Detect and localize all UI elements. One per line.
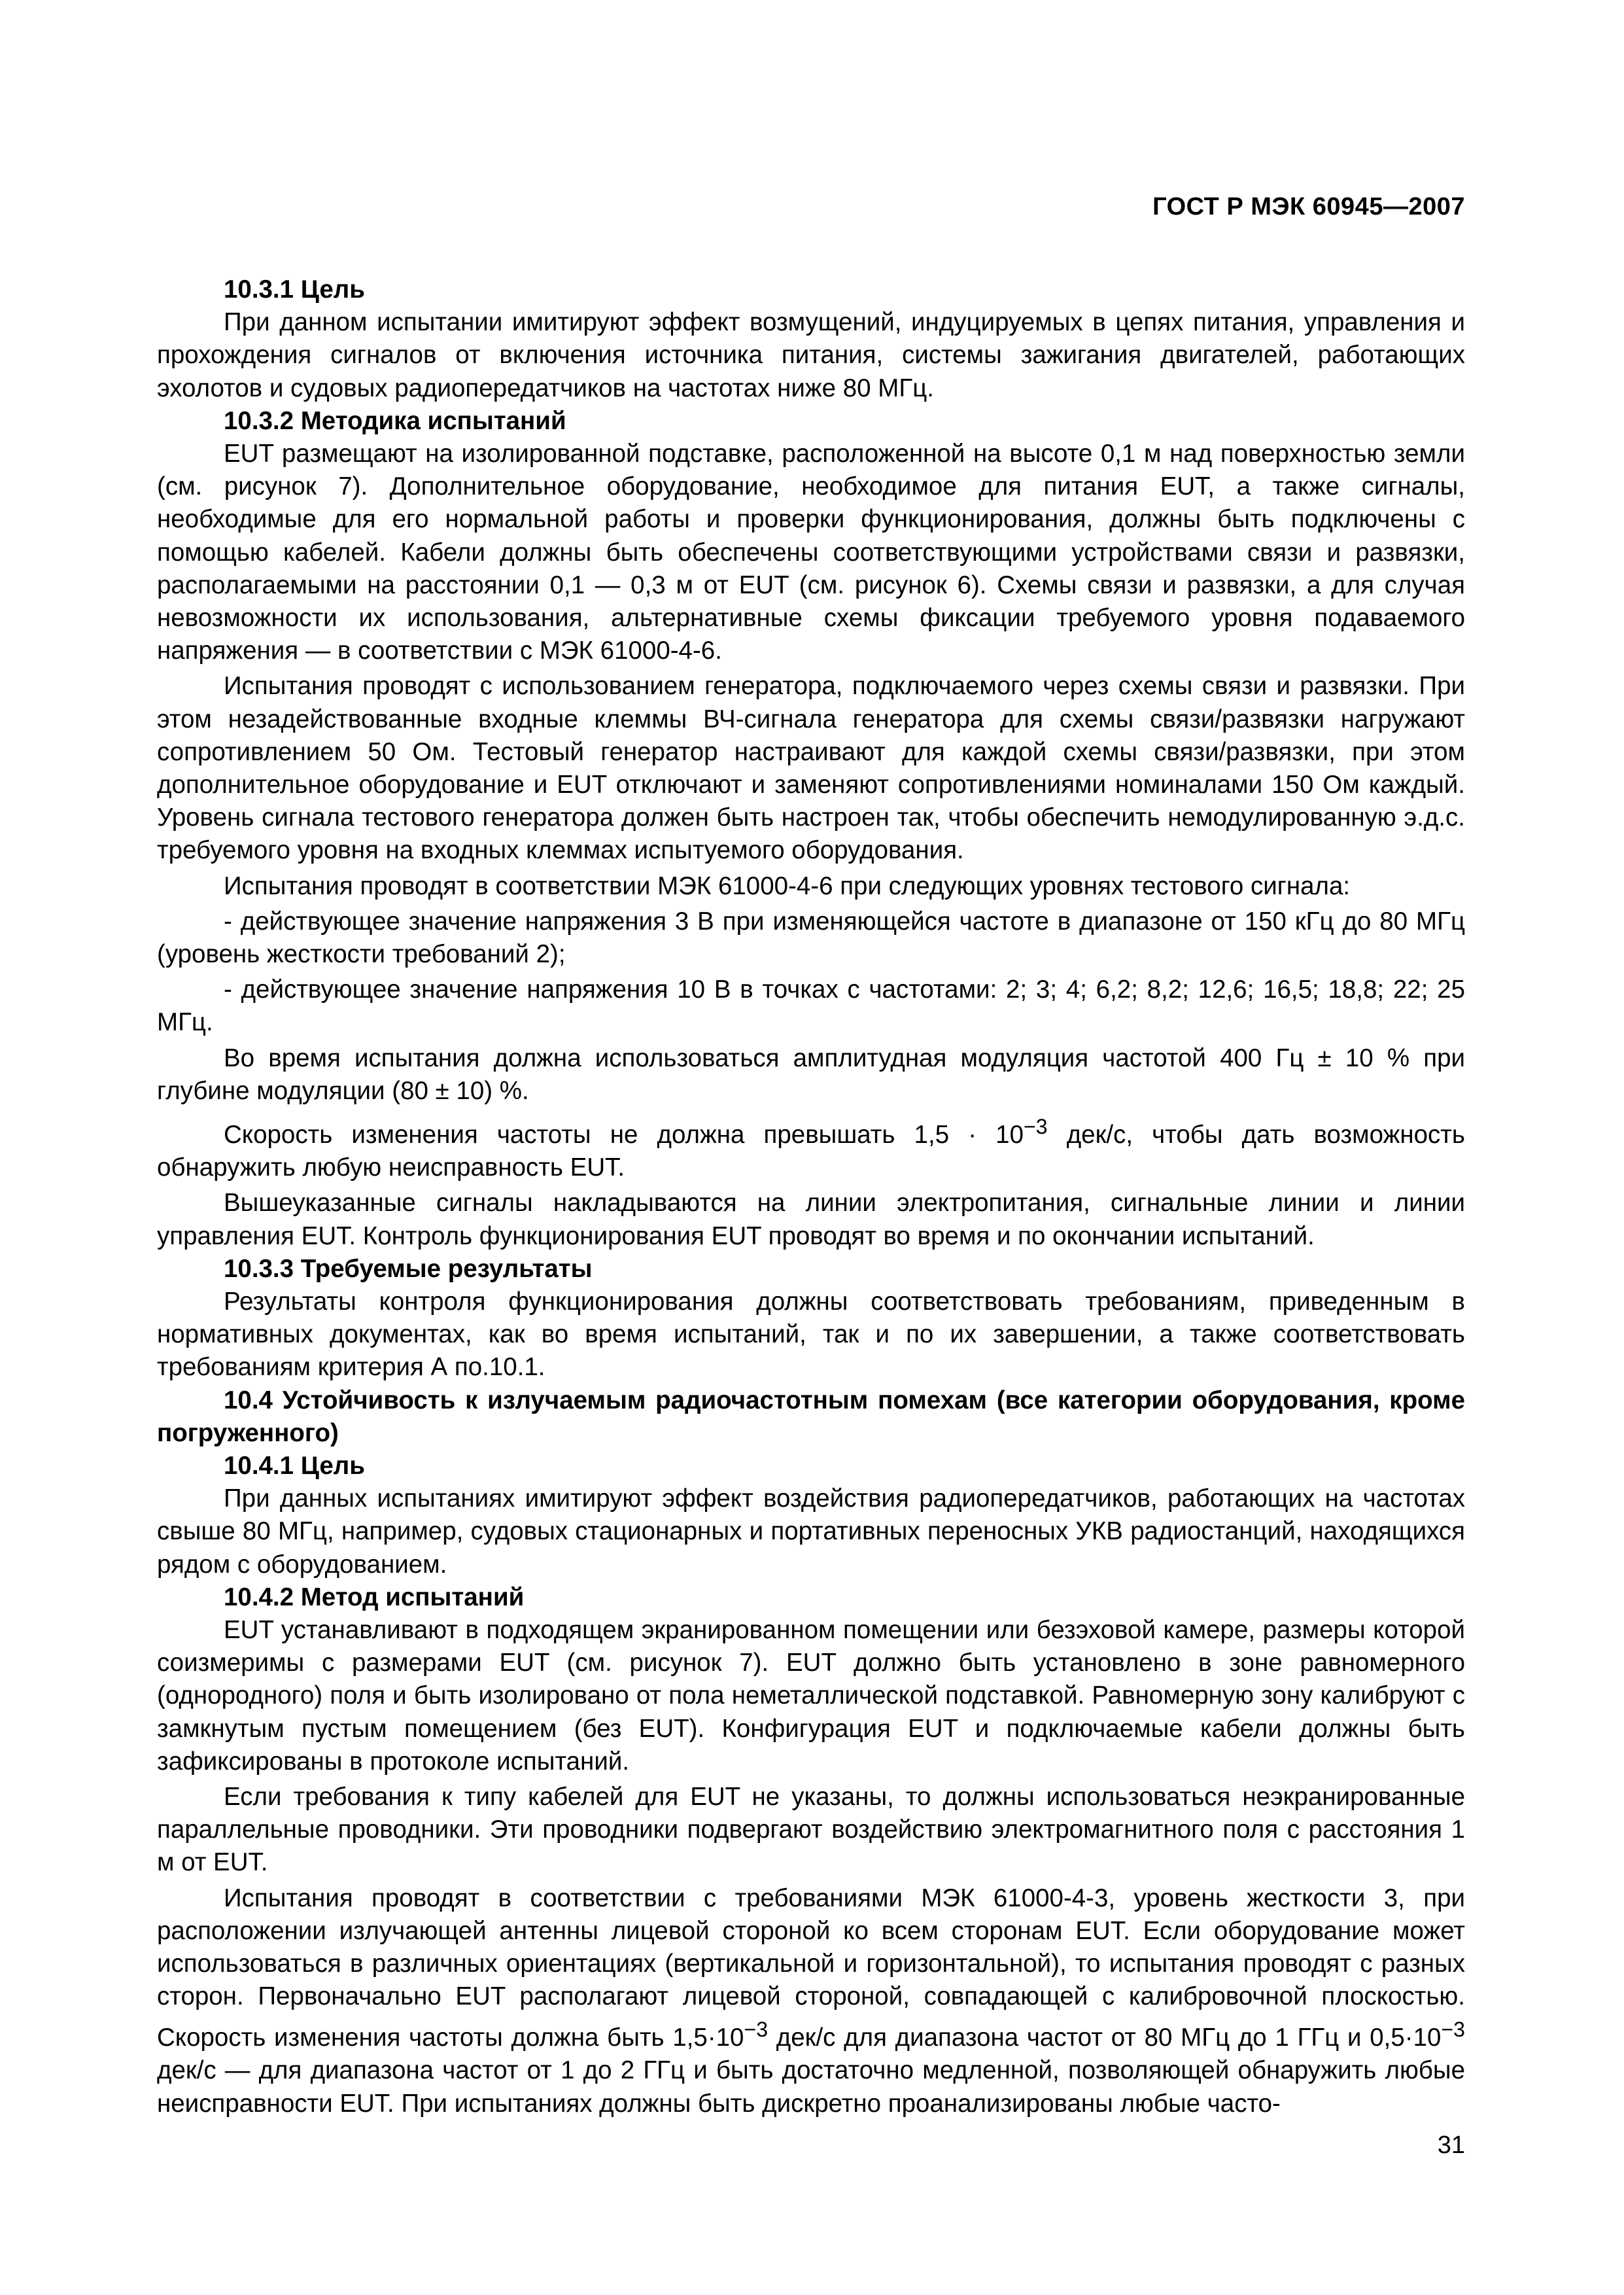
section-heading-10-3-3: 10.3.3 Требуемые результаты [224,1254,593,1283]
superscript: −3 [1441,2018,1465,2042]
document-page [157,0,1465,2295]
paragraph: EUT устанавливают в подходящем экранированном помещении или безэховой камере, размеры которой соизмеримы с размерами EUT (см. рисунок 7). EUT должно быть установлено в зоне равномерного (однородного) поля и быть изолировано от пола неметаллической подставкой. Равномерную зону калибруют с замкнутым пустым помещением (без EUT). Конфигурация EUT и подключаемые кабели должны быть зафиксированы в протоколе испытаний. [157,1615,1465,1776]
body-text [157,273,1465,2120]
paragraph: При данных испытаниях имитируют эффект воздействия радиопередатчиков, работающих на частотах свыше 80 МГц, например, судовых стационарных и портативных переносных УКВ радиостанций, находящихся рядом с оборудованием. [157,1484,1465,1579]
list-item: - действующее значение напряжения 10 В в точках с частотами: 2; 3; 4; 6,2; 8,2; 12,6; 16,5; 18,8; 22; 25 МГц. [157,975,1465,1037]
text-run: дек/с — для диапазона частот от 1 до 2 ГГц и быть достаточно медленной, позволяющей обнаружить любые неисправности EUT. При испытаниях должны быть дискретно проанализированы любые часто- [157,2056,1465,2118]
paragraph: Испытания проводят с использованием генератора, подключаемого через схемы связи и развязки. При этом незадействованные входные клеммы ВЧ-сигнала генератора для схемы связи/развязки нагружают сопротивлением 50 Ом. Тестовый генератор настраивают для каждой схемы связи/развязки, при этом дополнительное оборудование и EUT отключают и заменяют сопротивлениями номиналами 150 Ом каждый. Уровень сигнала тестового генератора должен быть настроен так, чтобы обеспечить немодулированную э.д.с. требуемого уровня на входных клеммах испытуемого оборудования. [157,672,1465,865]
text-run: дек/с, чтобы дать возможность обнаружить любую неисправность EUT. [157,1120,1465,1182]
paragraph [157,1882,1465,2120]
running-header: ГОСТ Р МЭК 60945—2007 [1152,193,1465,220]
paragraph: Во время испытания должна использоваться амплитудная модуляция частотой 400 Гц ± 10 % при глубине модуляции (80 ± 10) %. [157,1043,1465,1105]
paragraph: Результаты контроля функционирования должны соответствовать требованиям, приведенным в нормативных документах, как во время испытаний, так и по их завершении, а также соответствовать требованиям критерия А по.10.1. [157,1287,1465,1382]
page-number: 31 [1437,2131,1465,2159]
section-heading-10-4-2: 10.4.2 Метод испытаний [224,1583,525,1611]
paragraph: Если требования к типу кабелей для EUT не указаны, то должны использоваться неэкранированные параллельные проводники. Эти проводники подвергают воздействию электромагнитного поля с расстояния 1 м от EUT. [157,1782,1465,1877]
section-heading-10-4-1: 10.4.1 Цель [224,1451,365,1480]
paragraph: EUT размещают на изолированной подставке, расположенной на высоте 0,1 м над поверхностью земли (см. рисунок 7). Дополнительное оборудование, необходимое для питания EUT, а также сигналы, необходимые для его нормальной работы и проверки функционирования, должны быть подключены с помощью кабелей. Кабели должны быть обеспечены соответствующими устройствами связи и развязки, располагаемыми на расстоянии 0,1 — 0,3 м от EUT (см. рисунок 6). Схемы связи и развязки, а для случая невозможности их использования, альтернативные схемы фиксации требуемого уровня подаваемого напряжения — в соответствии с МЭК 61000-4-6. [157,440,1465,665]
paragraph: При данном испытании имитируют эффект возмущений, индуцируемых в цепях питания, управления и прохождения сигналов от включения источника питания, системы зажигания двигателей, работающих эхолотов и судовых радиопередатчиков на частотах ниже 80 МГц. [157,308,1465,402]
paragraph: Вышеуказанные сигналы накладываются на линии электропитания, сигнальные линии и линии управления EUT. Контроль функционирования EUT проводят во время и по окончании испытаний. [157,1189,1465,1250]
text-run: Скорость изменения частоты не должна превышать 1,5 · 10 [224,1120,1024,1149]
superscript: −3 [744,2018,769,2042]
paragraph: Испытания проводят в соответствии МЭК 61000-4-6 при следующих уровнях тестового сигнала: [224,871,1351,900]
superscript: −3 [1024,1115,1048,1139]
list-item: - действующее значение напряжения 3 В при изменяющейся частоте в диапазоне от 150 кГц до 80 МГц (уровень жесткости требований 2); [157,907,1465,969]
text-run: Испытания проводят в соответствии с требованиями МЭК 61000-4-3, уровень жесткости 3, при расположении излучающей антенны лицевой стороной ко всем сторонам EUT. Если оборудование может использоваться в различных ориентациях (вертикальной и горизонтальной), то испытания проводят с разных сторон. Первоначально EUT располагают лицевой стороной, совпадающей с калибровочной плоскостью. Скорость изменения частоты должна быть 1,5·10 [157,1883,1465,2052]
section-heading-10-3-2: 10.3.2 Методика испытаний [224,406,566,435]
paragraph [157,1110,1465,1184]
section-heading-10-4: 10.4 Устойчивость к излучаемым радиочастотным помехам (все категории оборудования, кроме погруженного) [157,1386,1465,1447]
section-heading-10-3-1: 10.3.1 Цель [224,275,365,304]
text-run: дек/с для диапазона частот от 80 МГц до 1 ГГц и 0,5·10 [768,2023,1442,2052]
